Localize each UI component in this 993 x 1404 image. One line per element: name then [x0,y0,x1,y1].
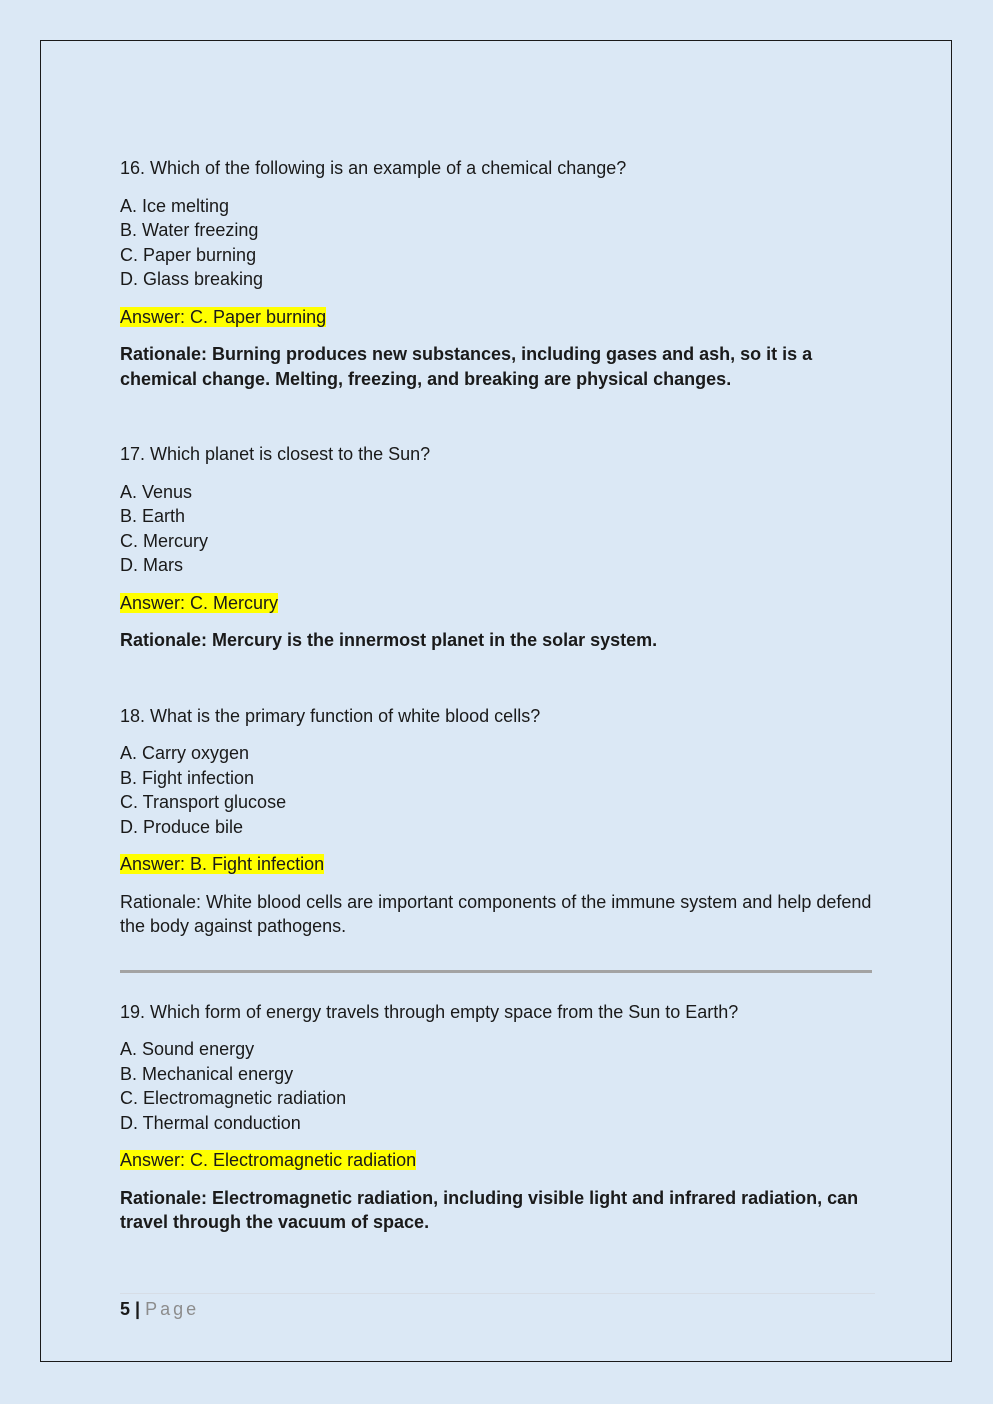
answer-highlight: Answer: C. Electromagnetic radiation [120,1150,417,1170]
page-footer [120,1293,875,1320]
spacer [120,391,872,442]
option-b: B. Water freezing [120,220,259,240]
spacer [120,653,872,704]
option-a: A. Venus [120,481,193,502]
option-d: D. Produce bile [120,816,244,837]
rationale-text: Rationale: Mercury is the innermost planet in the solar system. [120,630,658,650]
rationale-text: Rationale: Burning produces new substances, including gases and ash, so it is a chemical change. Melting, freezing, and breaking are physical changes. [120,344,813,389]
options-list [120,1037,872,1135]
option-d: D. Mars [120,555,183,575]
option-d: D. Thermal conduction [120,1112,301,1133]
answer-line [120,305,872,330]
answer-highlight: Answer: B. Fight infection [120,854,325,874]
options-list [120,741,872,839]
question-block-18 [120,704,872,939]
answer-line [120,1148,872,1173]
question-text: 19. Which form of energy travels through empty space from the Sun to Earth? [120,1001,739,1022]
answer-highlight: Answer: C. Mercury [120,592,279,613]
rationale-text: Rationale: White blood cells are important components of the immune system and help defend the body against pathogens. [120,891,872,936]
option-a: A. Ice melting [120,195,230,216]
answer-line [120,852,872,877]
question-block-16 [120,156,872,391]
option-a: A. Carry oxygen [120,743,250,763]
document-body [120,156,872,1235]
question-text: 16. Which of the following is an example of a chemical change? [120,158,627,178]
option-b: B. Earth [120,506,186,526]
page-number: 5 [120,1299,131,1319]
answer-highlight: Answer: C. Paper burning [120,306,327,327]
question-block-19 [120,1000,872,1235]
page-word: Page [145,1299,200,1319]
option-b: B. Mechanical energy [120,1063,294,1084]
option-c: C. Mercury [120,530,209,551]
option-c: C. Electromagnetic radiation [120,1088,347,1108]
rationale-text: Rationale: Electromagnetic radiation, including visible light and infrared radiation, can travel through the vacuum of space. [120,1187,859,1232]
question-block-17 [120,442,872,653]
question-text: 17. Which planet is closest to the Sun? [120,444,431,464]
options-list [120,194,872,292]
answer-line [120,591,872,616]
option-c: C. Transport glucose [120,792,287,812]
options-list [120,480,872,578]
horizontal-divider [120,970,872,973]
option-b: B. Fight infection [120,767,255,788]
question-text: 18. What is the primary function of white blood cells? [120,705,541,726]
option-d: D. Glass breaking [120,269,264,289]
option-a: A. Sound energy [120,1039,255,1059]
option-c: C. Paper burning [120,244,257,265]
footer-separator: | [135,1299,141,1319]
